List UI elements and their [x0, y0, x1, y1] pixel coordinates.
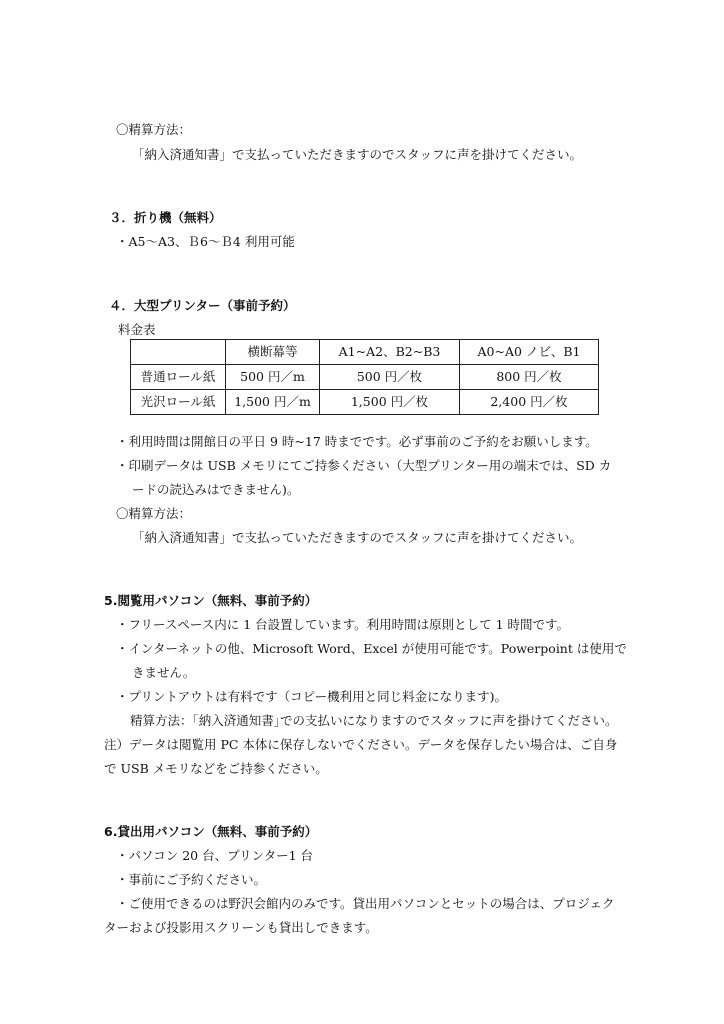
table-cell: 1,500 円／m — [226, 390, 320, 415]
section5-method-line: 精算方法：｢納入済通知書｣での支払いになりますのでスタッフに声を掛けてください。 — [130, 713, 618, 728]
section4-method-label: 〇精算方法： — [116, 506, 192, 521]
section5-bullet-2: ・インターネットの他、Microsoft Word、Excel が使用可能です。Powerpoint は使用で — [116, 641, 627, 656]
table-cell: 光沢ロール紙 — [131, 390, 226, 415]
table-cell: 500 円／枚 — [320, 365, 460, 390]
section4-bullet-2: ・印刷データは USB メモリにてご持参ください（大型プリンター用の端末では、SD カ — [116, 458, 612, 473]
section4-method-text: 「納入済通知書」で支払っていただきますのでスタッフに声を掛けてください。 — [132, 530, 583, 545]
table-cell: 2,400 円／枚 — [460, 390, 599, 415]
table-header-cell: 横断幕等 — [226, 340, 320, 365]
section3-heading: ３．折り機（無料） — [109, 210, 222, 225]
section3-bullet-1: ・A5〜A3、Ｂ6〜Ｂ4 利用可能 — [116, 234, 295, 249]
table-cell: 普通ロール紙 — [131, 365, 226, 390]
table-header-cell — [131, 340, 226, 365]
intro-method-text: 「納入済通知書」で支払っていただきますのでスタッフに声を掛けてください。 — [132, 147, 583, 162]
section5-heading: 5.閲覧用パソコン（無料、事前予約） — [104, 593, 318, 608]
section5-note-cont: で USB メモリなどをご持参ください。 — [104, 761, 328, 776]
section5-bullet-1: ・フリースペース内に 1 台設置しています。利用時間は原則として 1 時間です。 — [116, 617, 570, 632]
table-cell: 500 円／m — [226, 365, 320, 390]
table-cell: 1,500 円／枚 — [320, 390, 460, 415]
section5-bullet-2-cont: きません。 — [132, 665, 196, 680]
intro-method-label: 〇精算方法： — [116, 122, 192, 137]
section5-note: 注）データは閲覧用 PC 本体に保存しないでください。データを保存したい場合は、ご自身 — [104, 737, 618, 752]
table-header-cell: A0~A0 ノビ、B1 — [460, 340, 599, 365]
table-header-row — [131, 340, 599, 365]
section4-bullet-1: ・利用時間は開館日の平日 9 時~17 時までです。必ず事前のご予約をお願いします。 — [116, 434, 598, 449]
section4-heading: ４．大型プリンター（事前予約） — [109, 298, 296, 313]
section5-bullet-3: ・プリントアウトは有料です（コピー機利用と同じ料金になります)。 — [116, 689, 508, 704]
table-row — [131, 390, 599, 415]
section6-bullet-2: ・事前にご予約ください。 — [116, 872, 267, 887]
price-table — [130, 339, 599, 415]
section6-bullet-3-cont: ターおよび投影用スクリーンも貸出しできます。 — [104, 920, 378, 935]
section6-bullet-3: ・ご使用できるのは野沢会館内のみです。貸出用パソコンとセットの場合は、プロジェク — [116, 896, 615, 911]
table-header-cell: A1~A2、B2~B3 — [320, 340, 460, 365]
section6-heading: 6.貸出用パソコン（無料、事前予約） — [104, 824, 318, 839]
price-table-label: 料金表 — [118, 322, 156, 337]
section4-bullet-2-cont: ードの読込みはできません)。 — [132, 482, 300, 497]
section6-bullet-1: ・パソコン 20 台、プリンター1 台 — [116, 848, 314, 863]
table-cell: 800 円／枚 — [460, 365, 599, 390]
table-row — [131, 365, 599, 390]
